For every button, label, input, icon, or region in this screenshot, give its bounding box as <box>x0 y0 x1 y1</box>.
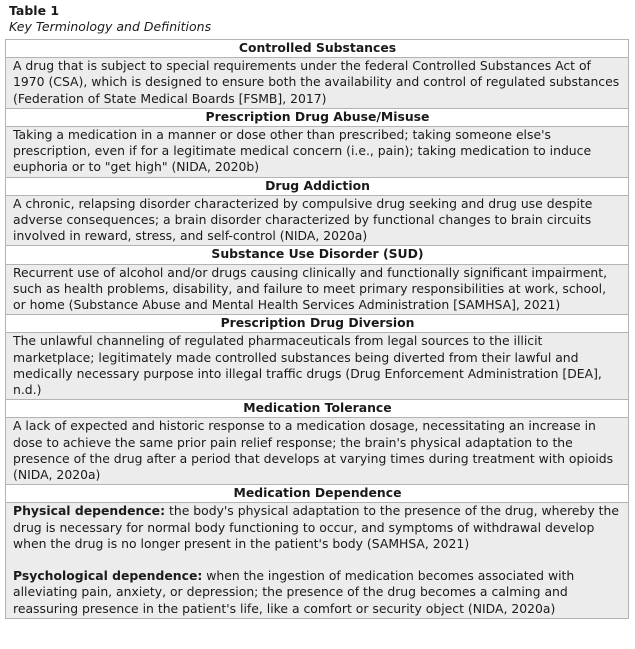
term-definition-prescription-drug-diversion: The unlawful channeling of regulated pharmaceuticals from legal sources to the illicit marketplace; legitimately made controlled substances being diverted from their lawful and medically necessary purpose into illegal traffic drugs (Drug Enforcement Administration [DEA], n.d.) <box>6 333 629 400</box>
psychological-dependence-lead: Psychological dependence: <box>13 568 203 584</box>
physical-dependence-paragraph <box>13 503 622 552</box>
psychological-dependence-paragraph <box>13 568 622 617</box>
table-row <box>6 127 629 178</box>
table-label: Table 1 <box>9 3 60 18</box>
psychological-dependence-text: when the ingestion of medication becomes associated with alleviating pain, anxiety, or depression; the presence of the drug becomes a calming and reassuring presence in the patient's life, like a comfort or security object (NIDA, 2020a) <box>13 568 575 616</box>
physical-dependence-text: the body's physical adaptation to the presence of the drug, whereby the drug is necessary for normal body functioning to occur, and symptoms of withdrawal develop when the drug is no longer present in the patient's body (SAMHSA, 2021) <box>13 503 619 551</box>
table-row <box>6 315 629 333</box>
table-row <box>6 264 629 315</box>
term-title-medication-tolerance: Medication Tolerance <box>6 400 629 418</box>
term-title-medication-dependence: Medication Dependence <box>6 485 629 503</box>
table-row <box>6 485 629 503</box>
term-definition-drug-addiction: A chronic, relapsing disorder characterized by compulsive drug seeking and drug use despite adverse consequences; a brain disorder characterized by functional changes to brain circuits involved in reward, stress, and self-control (NIDA, 2020a) <box>6 195 629 246</box>
terminology-table <box>5 39 629 619</box>
table-row <box>6 503 629 618</box>
table-row <box>6 40 629 58</box>
term-definition-substance-use-disorder: Recurrent use of alcohol and/or drugs causing clinically and functionally significant impairment, such as health problems, disability, and failure to meet primary responsibilities at work, school, or home (Substance Abuse and Mental Health Services Administration [SAMHSA], 2021) <box>6 264 629 315</box>
table-row <box>6 177 629 195</box>
table-row <box>6 58 629 109</box>
table-row <box>6 195 629 246</box>
term-definition-prescription-drug-abuse: Taking a medication in a manner or dose other than prescribed; taking someone else's prescription, even if for a legitimate medical concern (i.e., pain); taking medication to induce euphoria or to "get high" (NIDA, 2020b) <box>6 127 629 178</box>
term-title-controlled-substances: Controlled Substances <box>6 40 629 58</box>
term-definition-medication-dependence <box>6 503 629 618</box>
table-caption: Key Terminology and Definitions <box>9 19 212 34</box>
table-row <box>6 108 629 126</box>
term-title-drug-addiction: Drug Addiction <box>6 177 629 195</box>
term-title-substance-use-disorder: Substance Use Disorder (SUD) <box>6 246 629 264</box>
table-row <box>6 418 629 485</box>
term-title-prescription-drug-abuse: Prescription Drug Abuse/Misuse <box>6 108 629 126</box>
table-row <box>6 400 629 418</box>
term-definition-controlled-substances: A drug that is subject to special requirements under the federal Controlled Substances Act of 1970 (CSA), which is designed to ensure both the availability and control of regulated substances (Federation of State Medical Boards [FSMB], 2017) <box>6 58 629 109</box>
term-title-prescription-drug-diversion: Prescription Drug Diversion <box>6 315 629 333</box>
table-row <box>6 333 629 400</box>
physical-dependence-lead: Physical dependence: <box>13 503 166 519</box>
table-row <box>6 246 629 264</box>
term-definition-medication-tolerance: A lack of expected and historic response to a medication dosage, necessitating an increase in dose to achieve the same prior pain relief response; the brain's physical adaptation to the presence of the drug after a period that develops at varying times during treatment with opioids (NIDA, 2020a) <box>6 418 629 485</box>
